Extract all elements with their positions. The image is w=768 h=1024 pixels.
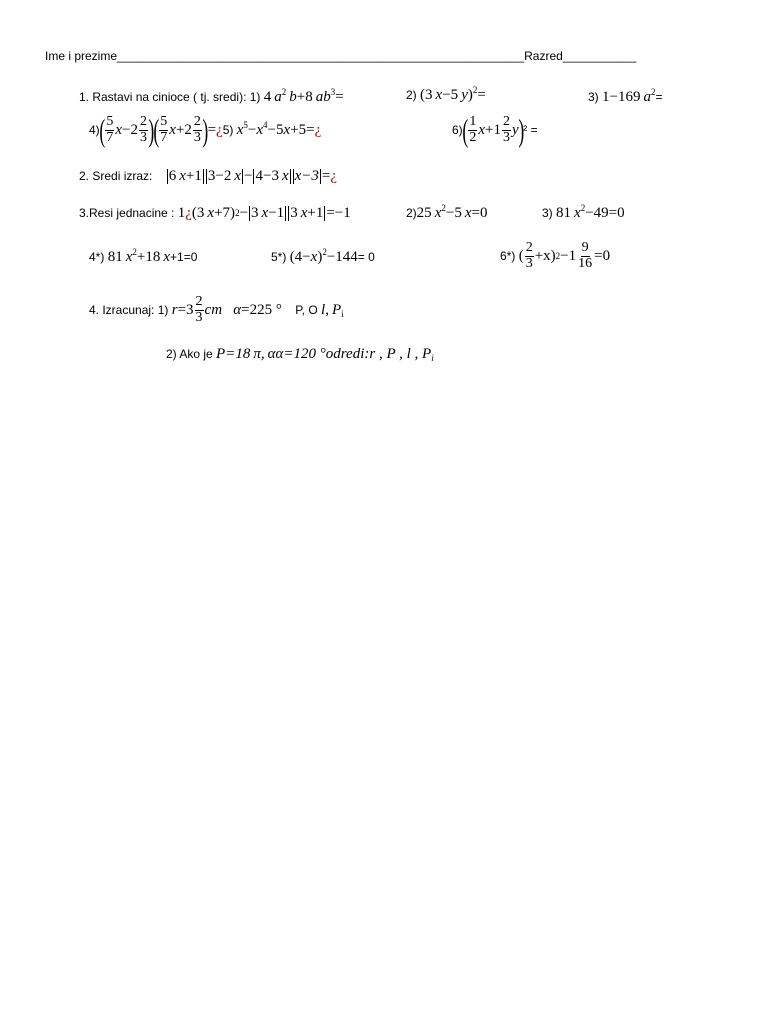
task-1-label: 1. Rastavi na cinioce ( tj. sredi): xyxy=(79,90,247,104)
task-1-item-2 xyxy=(406,84,486,106)
task-3-equation-2-number: 2) xyxy=(406,206,417,220)
task-2-label: 2. Sredi izraz: xyxy=(79,169,153,183)
task-4-item-2-expression: P=18 π, αα=120 °odredi:r , P , l , $P_i$ xyxy=(216,345,434,363)
class-blank-line: ___________ xyxy=(562,49,637,63)
task-1-item-6-expression: ( $\frac{1}{2}$ x +1 $\frac{2}{3}$ y ) xyxy=(462,112,524,148)
task-1-item-5-number: 5) xyxy=(222,123,234,137)
task-1-row-2 xyxy=(89,112,321,148)
task-3-equation-5-number: 5*) xyxy=(271,250,287,264)
task-1-item-6: 6) ( $\frac{1}{2}$ x +1 $\frac{2}{3}$ y ) ² = xyxy=(452,112,538,148)
task-2-expression: 6 x +1 3−2 x − 4−3 x x−3 = ¿ xyxy=(168,167,338,184)
task-1-item-2-expression: (3 x−5 y)$^2$= xyxy=(420,84,486,103)
task-3-equation-4: 4*) 81 $x^2+18$ x +1=0 xyxy=(89,246,198,265)
task-3-label: 3.Resi jednacine : xyxy=(79,206,175,220)
task-3-equation-4-number: 4*) xyxy=(89,250,105,264)
task-1-item-3: 3) 1−169 $a^2$ = xyxy=(588,86,663,105)
task-3-row-1 xyxy=(79,202,351,224)
name-field-label: Ime i prezime_____________________________________________________________Razred___________ xyxy=(45,49,637,63)
task-1-item-3-number: 3) xyxy=(588,90,599,104)
task-1-item-1-number: 1) xyxy=(249,90,261,104)
class-field-label: Razred xyxy=(524,49,563,63)
task-4-item-2-label: 2) Ako je xyxy=(166,347,213,361)
task-1-item-5-expression: $x^5-x^4-5x+5=¿$ xyxy=(236,119,322,138)
task-4-item-1-expression: r =3 $\frac{2}{3}$ cm α =225 ° xyxy=(171,293,282,325)
task-4-label: 4. Izracunaj: 1) xyxy=(89,303,169,317)
task-3-equation-6: 6*) ( $\frac{2}{3}$ +x ) 2 −1 $\frac{9}{16}$ =0 xyxy=(500,239,611,271)
task-1-item-1-expression: 4 $a^2$ b+8 $ab^3=$ xyxy=(263,86,344,105)
task-1-item-2-number: 2) xyxy=(406,88,417,102)
task-3-equation-3: 3) 81 $x^2-49=0$ xyxy=(542,202,625,221)
task-2-row xyxy=(79,166,337,186)
task-3-equation-6-number: 6*) xyxy=(500,249,516,263)
task-4-row-1: 4. Izracunaj: 1) r =3 $\frac{2}{3}$ cm α =225 ° P, O l, $P_i$ xyxy=(89,293,344,325)
name-blank-line: _____________________________________________________________ xyxy=(117,49,525,63)
task-3-equation-1: 1 ¿ (3 x +7) 2 − 3 x −1 3 x +1 =−1 xyxy=(177,204,351,221)
task-3-equation-3-number: 3) xyxy=(542,206,553,220)
task-1-row-1 xyxy=(79,86,344,108)
task-3-equation-2: 2) 25 $x^2-5$ x=0 xyxy=(406,202,488,221)
task-1-item-4-expression: ( $\frac{5}{7}$ x −2 $\frac{2}{3}$ ) ( $\frac{5}{7}$ x +2 $\frac{2}{3}$ ) = ¿ xyxy=(99,112,223,148)
task-4-row-2 xyxy=(166,343,434,365)
task-1-item-6-number: 6) xyxy=(452,123,463,137)
task-1-item-3-expression: 1−169 $a^2$ xyxy=(602,86,656,105)
task-3-equation-5: 5*) $(4-x)^2-144$ = 0 xyxy=(271,246,375,265)
task-1-item-4-number: 4) xyxy=(89,123,100,137)
